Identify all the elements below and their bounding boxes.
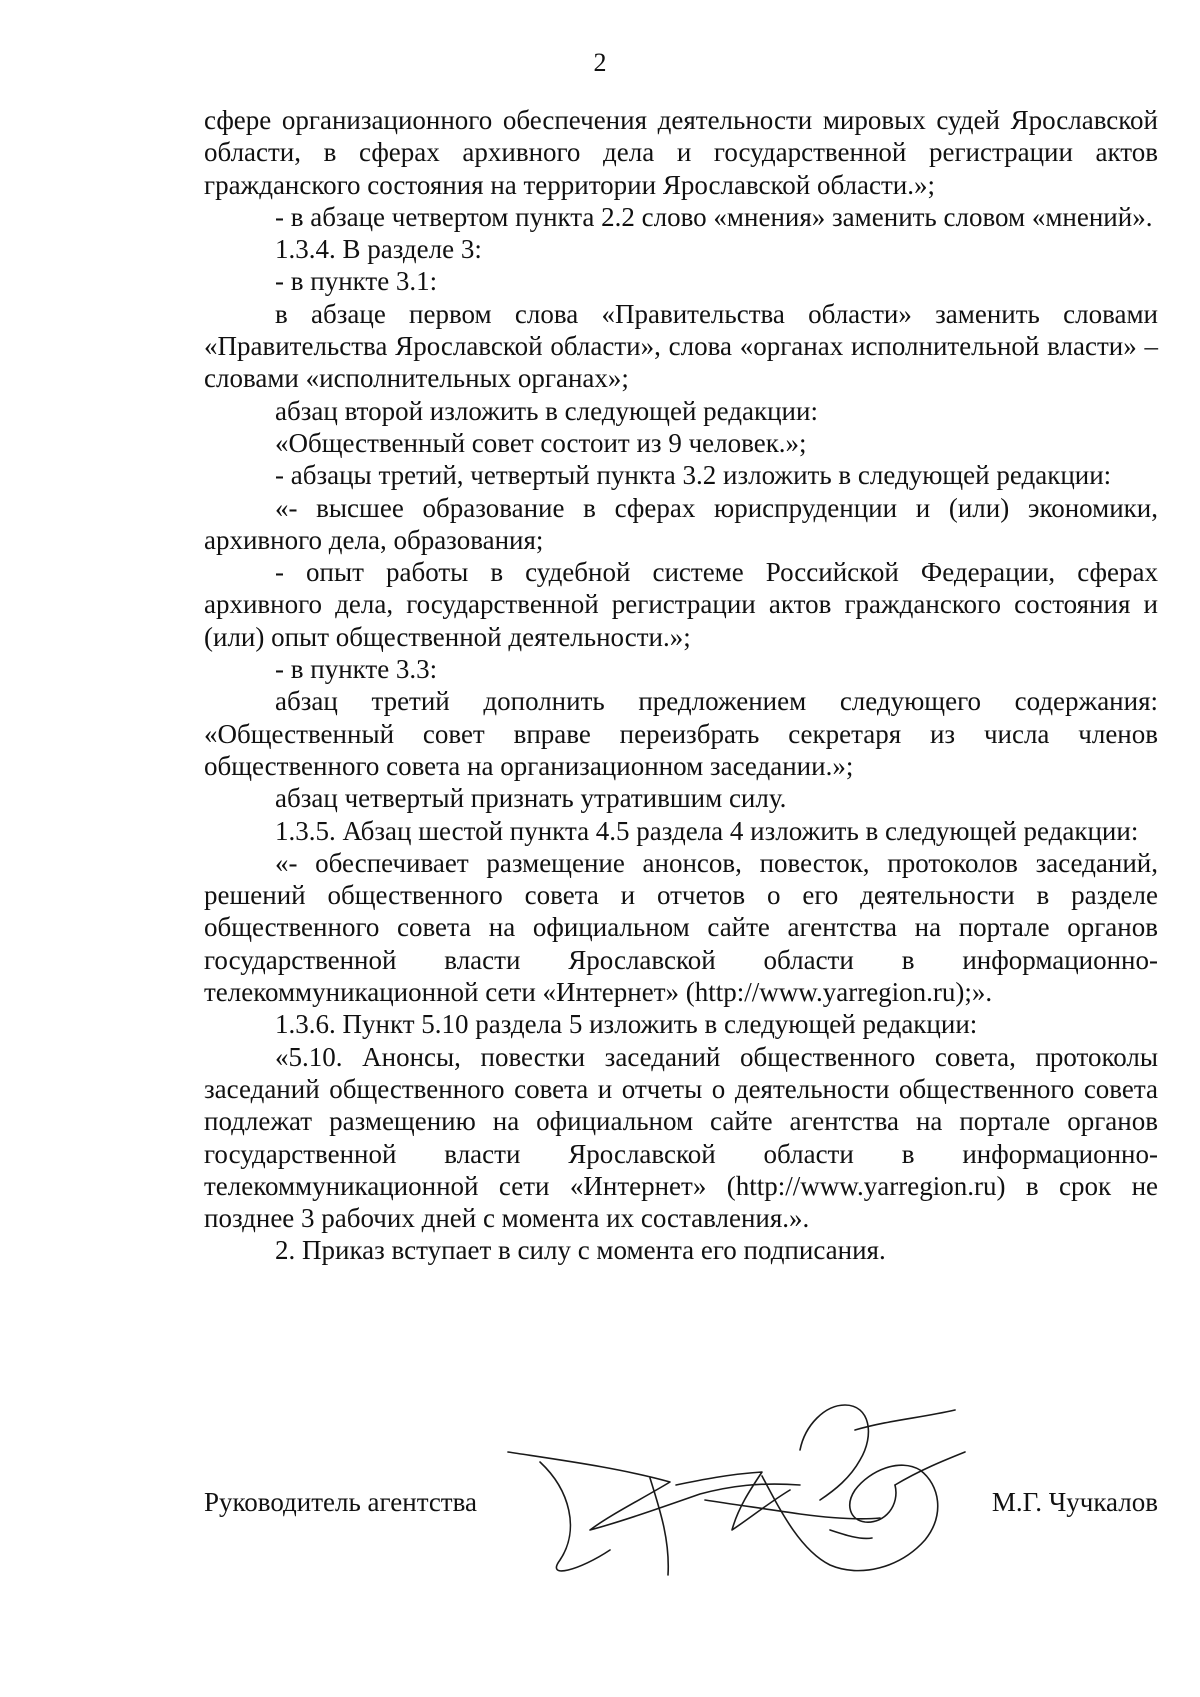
signatory-name: М.Г. Чучкалов <box>991 1487 1158 1517</box>
paragraph: - опыт работы в судебной системе Российской Федерации, сферах архивного дела, государственной регистрации актов гражданского состояния и (или) опыт общественной деятельности.»; <box>204 557 1158 652</box>
paragraph: «- высшее образование в сферах юриспруденции и (или) экономики, архивного дела, образования; <box>204 492 1158 555</box>
paragraph: 1.3.4. В разделе 3: <box>275 234 482 265</box>
paragraph: - в пункте 3.3: <box>275 654 438 685</box>
paragraph: «5.10. Анонсы, повестки заседаний общественного совета, протоколы заседаний общественного совета и отчеты о деятельности общественного совета подлежат размещению на официальном сайте агентства на портале органов государственной власти Ярославской области в информационно-телекоммуникационной сети «Интернет» (http://www.yarregion.ru) в срок не позднее 3 рабочих дней с момента их составления.». <box>204 1041 1158 1234</box>
signature-block <box>204 1486 1158 1526</box>
paragraph: - в пункте 3.1: <box>275 266 438 297</box>
paragraph: - в абзаце четвертом пункта 2.2 слово «мнения» заменить словом «мнений». <box>275 201 1153 232</box>
paragraph: абзац второй изложить в следующей редакции: <box>275 395 818 426</box>
paragraph: 1.3.6. Пункт 5.10 раздела 5 изложить в следующей редакции: <box>275 1009 978 1040</box>
paragraph: в абзаце первом слова «Правительства области» заменить словами «Правительства Ярославской области», слова «органах исполнительной власти» – словами «исполнительных органах»; <box>204 298 1158 394</box>
document-body <box>204 104 1158 1267</box>
paragraph: - абзацы третий, четвертый пункта 3.2 изложить в следующей редакции: <box>275 460 1112 491</box>
paragraph: абзац третий дополнить предложением следующего содержания: «Общественный совет вправе переизбрать секретаря из числа членов общественного совета на организационном заседании.»; <box>204 686 1158 781</box>
paragraph: сфере организационного обеспечения деятельности мировых судей Ярославской области, в сферах архивного дела и государственной регистрации актов гражданского состояния на территории Ярославской области.»; <box>204 105 1158 200</box>
page-number: 2 <box>593 48 607 77</box>
signatory-title: Руководитель агентства <box>204 1487 477 1517</box>
paragraph: «Общественный совет состоит из 9 человек.»; <box>275 427 807 458</box>
paragraph: абзац четвертый признать утратившим силу. <box>275 783 787 814</box>
paragraph: 2. Приказ вступает в силу с момента его подписания. <box>275 1235 886 1266</box>
paragraph: «- обеспечивает размещение анонсов, повесток, протоколов заседаний, решений общественного совета и отчетов о его деятельности в разделе общественного совета на официальном сайте агентства на портале органов государственной власти Ярославской области в информационно-телекоммуникационной сети «Интернет» (http://www.yarregion.ru);». <box>204 847 1158 1008</box>
paragraph: 1.3.5. Абзац шестой пункта 4.5 раздела 4 изложить в следующей редакции: <box>275 815 1139 846</box>
